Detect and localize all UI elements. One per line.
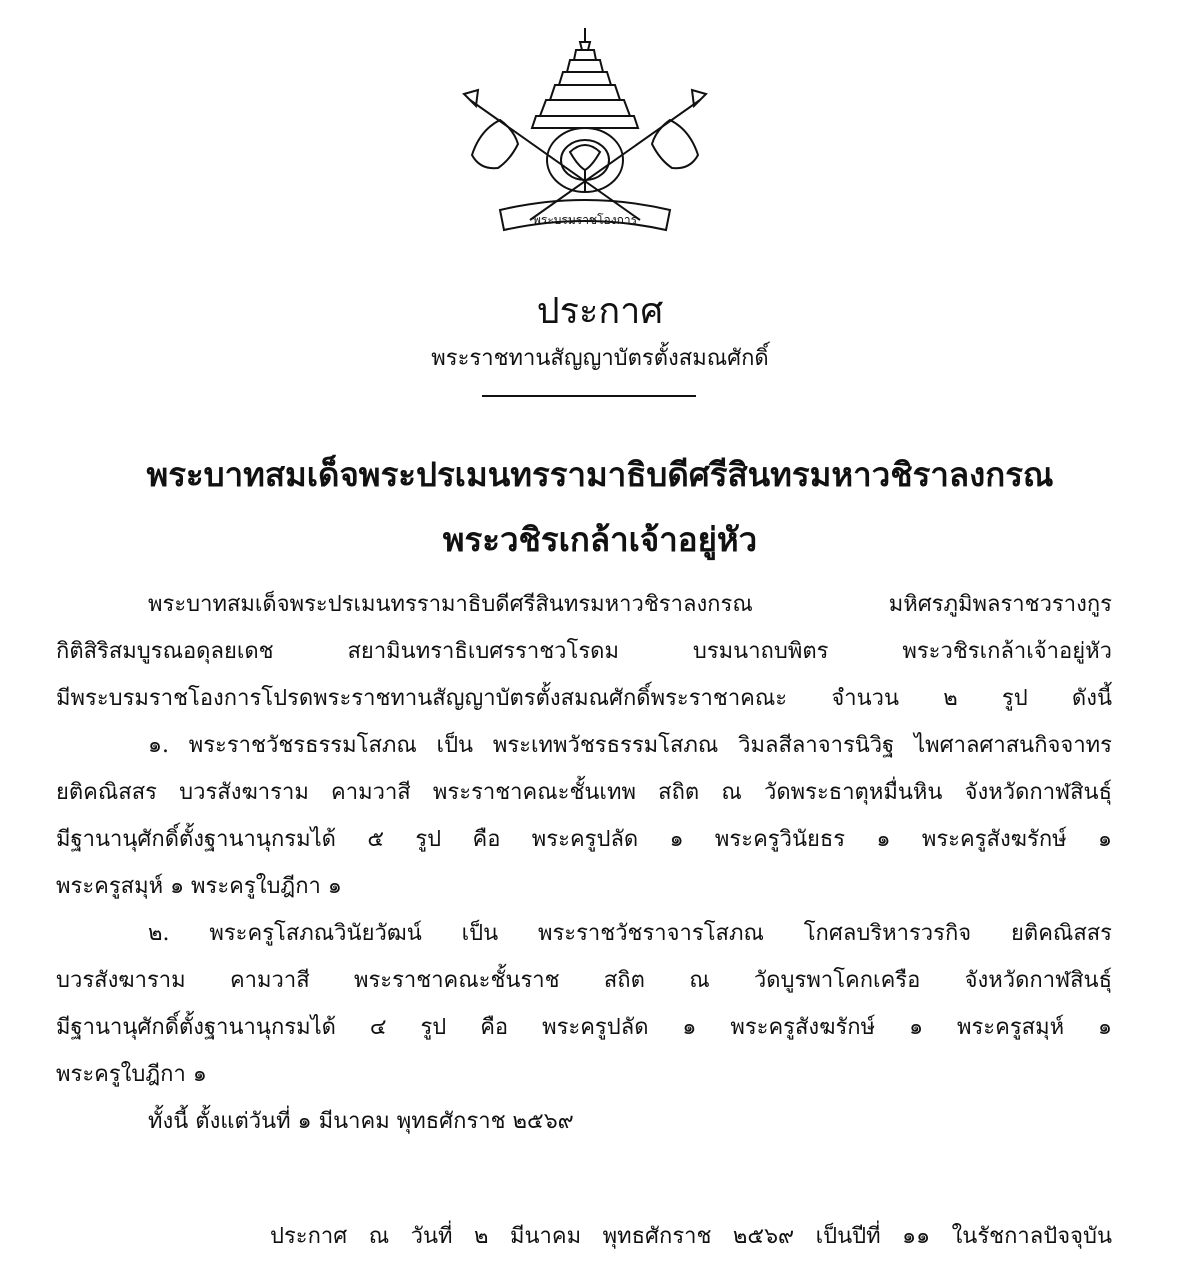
body-line: ยติคณิสสร บวรสังฆาราม คามวาสี พระราชาคณะชั้นเทพ สถิต ณ วัดพระธาตุหมื่นหิน จังหวัดกาฬสินธุ์ xyxy=(56,780,1112,805)
body-line: พระบาทสมเด็จพระปรเมนทรรามาธิบดีศรีสินทรมหาวชิราลงกรณ มหิศรภูมิพลราชวรางกูร xyxy=(148,592,1112,617)
proclamation-title: ประกาศ xyxy=(536,291,664,332)
king-name-line-1: พระบาทสมเด็จพระปรเมนทรรามาธิบดีศรีสินทรมหาวชิราลงกรณ xyxy=(146,455,1054,494)
svg-text:พระบรมราชโองการ: พระบรมราชโองการ xyxy=(532,213,638,227)
body-line: ๑. พระราชวัชรธรรมโสภณ เป็น พระเทพวัชรธรรมโสภณ วิมลสีลาจารนิวิฐ ไพศาลศาสนกิจจาทร xyxy=(148,733,1112,758)
royal-garuda-emblem-icon xyxy=(440,20,730,245)
body-line: พระครูใบฎีกา ๑ xyxy=(56,1062,207,1087)
king-name-line-2: พระวชิรเกล้าเจ้าอยู่หัว xyxy=(442,520,758,559)
body-line: พระครูสมุห์ ๑ พระครูใบฎีกา ๑ xyxy=(56,874,342,899)
body-line: ทั้งนี้ ตั้งแต่วันที่ ๑ มีนาคม พุทธศักราช ๒๕๖๙ xyxy=(148,1109,574,1134)
body-line: มีฐานานุศักดิ์ตั้งฐานานุกรมได้ ๕ รูป คือ พระครูปลัด ๑ พระครูวินัยธร ๑ พระครูสังฆรักษ์ ๑ xyxy=(56,827,1112,852)
proclamation-date: ประกาศ ณ วันที่ ๒ มีนาคม พุทธศักราช ๒๕๖๙ เป็นปีที่ ๑๑ ในรัชกาลปัจจุบัน xyxy=(270,1224,1112,1249)
body-line: กิติสิริสมบูรณอดุลยเดช สยามินทราธิเบศรราชวโรดม บรมนาถบพิตร พระวชิรเกล้าเจ้าอยู่หัว xyxy=(56,639,1112,664)
body-line: ๒. พระครูโสภณวินัยวัฒน์ เป็น พระราชวัชราจารโสภณ โกศลบริหารวรกิจ ยติคณิสสร xyxy=(148,921,1112,946)
divider xyxy=(482,395,696,397)
body-line: บวรสังฆาราม คามวาสี พระราชาคณะชั้นราช สถิต ณ วัดบูรพาโคกเครือ จังหวัดกาฬสินธุ์ xyxy=(56,968,1112,993)
proclamation-subtitle: พระราชทานสัญญาบัตรตั้งสมณศักดิ์ xyxy=(431,346,769,371)
body-line: มีฐานานุศักดิ์ตั้งฐานานุกรมได้ ๔ รูป คือ พระครูปลัด ๑ พระครูสังฆรักษ์ ๑ พระครูสมุห์ ๑ xyxy=(56,1015,1112,1040)
body-line: มีพระบรมราชโองการโปรดพระราชทานสัญญาบัตรตั้งสมณศักดิ์พระราชาคณะ จำนวน ๒ รูป ดังนี้ xyxy=(56,686,1112,711)
